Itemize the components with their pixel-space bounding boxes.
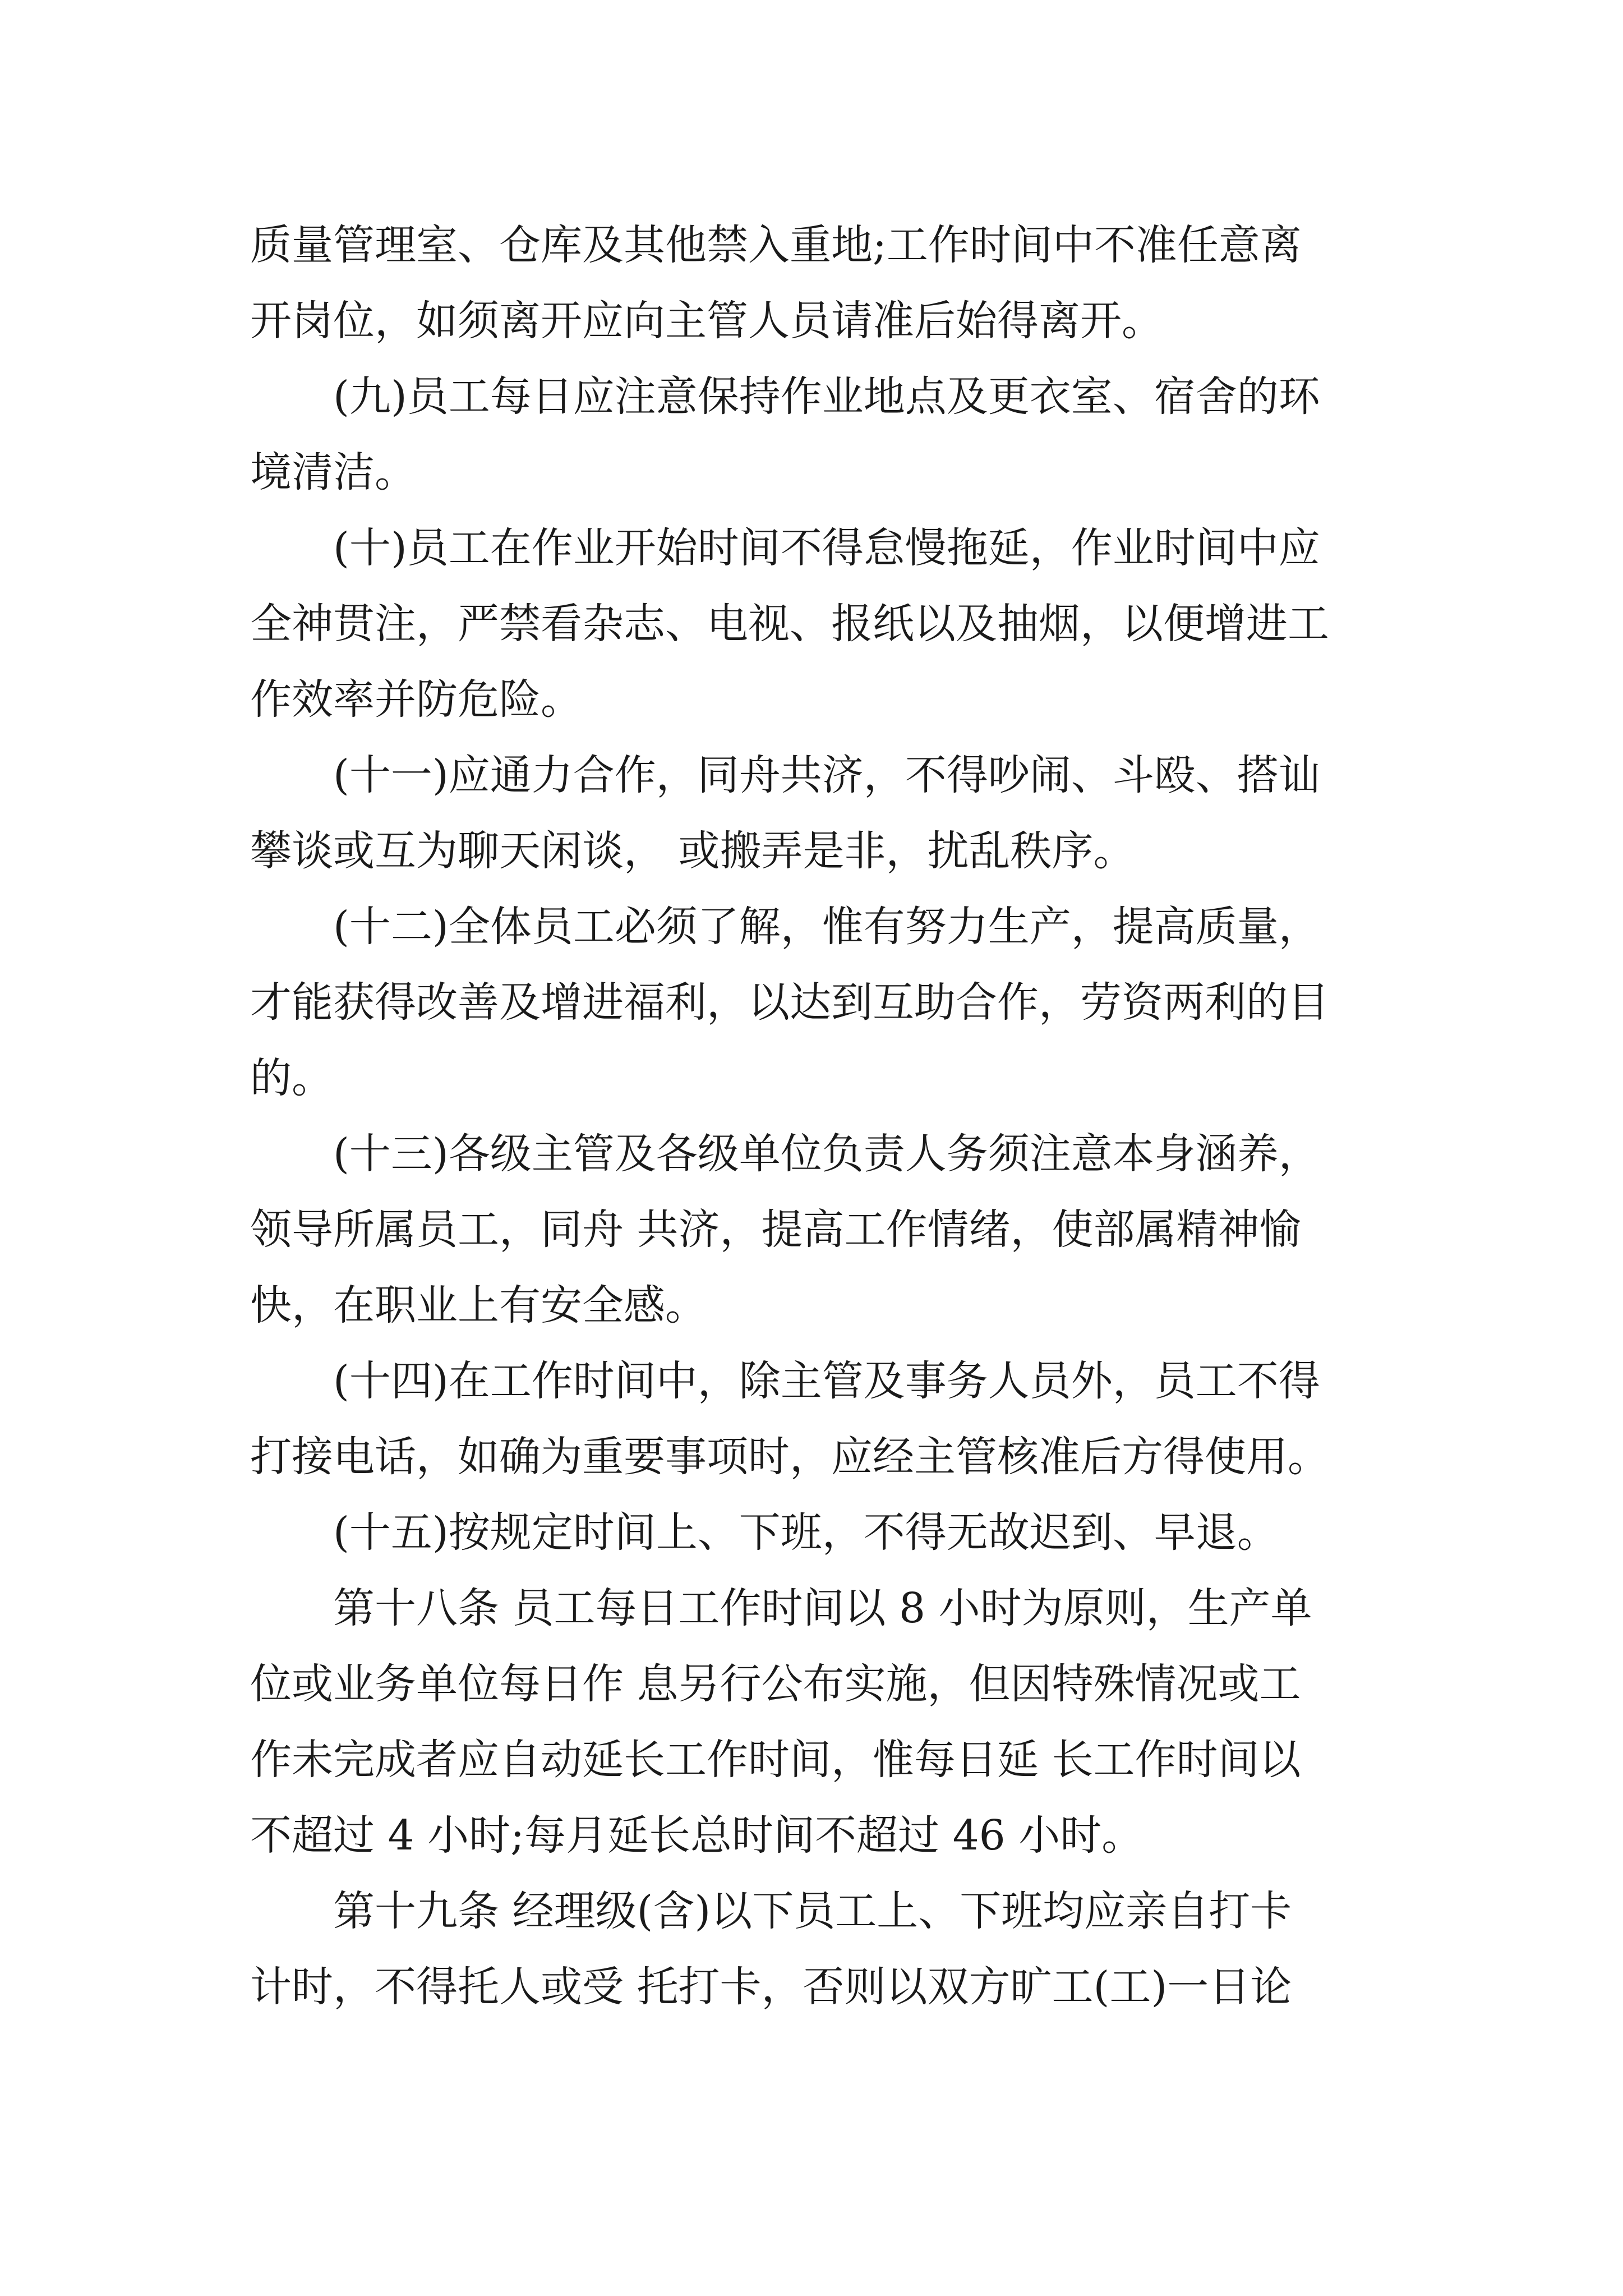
text-line: 打接电话，如确为重要事项时，应经主管核准后方得使用。 [250, 1433, 1329, 1481]
text-line: 境清洁。 [250, 448, 416, 496]
text-line: 作效率并防危险。 [250, 675, 582, 724]
text-line: (十三)各级主管及各级单位负责人务须注意本身涵养， [333, 1130, 1320, 1178]
text-line: 全神贯注，严禁看杂志、电视、报纸以及抽烟，以便增进工 [250, 600, 1329, 648]
text-line: 第十九条 经理级(含)以下员工上、下班均应亲自打卡 [333, 1887, 1292, 1935]
text-line: (十二)全体员工必须了解，惟有努力生产，提高质量， [333, 903, 1320, 951]
text-line: 第十八条 员工每日工作时间以 8 小时为原则，生产单 [333, 1584, 1312, 1632]
text-line: (十四)在工作时间中，除主管及事务人员外，员工不得 [333, 1357, 1320, 1405]
text-line: 作未完成者应自动延长工作时间，惟每日延 长工作时间以 [250, 1736, 1301, 1784]
text-line: (十五)按规定时间上、下班，不得无故迟到、早退。 [333, 1508, 1279, 1557]
text-line: 不超过 4 小时;每月延长总时间不超过 46 小时。 [250, 1811, 1144, 1860]
text-line: 质量管理室、仓库及其他禁入重地;工作时间中不准任意离 [250, 221, 1302, 269]
text-line: 才能获得改善及增进福利，以达到互助合作，劳资两利的目 [250, 978, 1329, 1027]
text-line: 的。 [250, 1054, 333, 1102]
text-line: (十)员工在作业开始时间不得怠慢拖延，作业时间中应 [333, 524, 1320, 572]
text-line: 计时，不得托人或受 托打卡，否则以双方旷工(工)一日论 [250, 1963, 1292, 2011]
document-body [250, 208, 1383, 2025]
text-line: 位或业务单位每日作 息另行公布实施，但因特殊情况或工 [250, 1660, 1301, 1708]
text-line: 快，在职业上有安全感。 [250, 1281, 707, 1329]
text-line: 开岗位，如须离开应向主管人员请准后始得离开。 [250, 297, 1163, 345]
text-line: (十一)应通力合作，同舟共济，不得吵闹、斗殴、搭讪 [333, 751, 1320, 799]
text-line: (九)员工每日应注意保持作业地点及更衣室、宿舍的环 [333, 372, 1320, 421]
text-line: 领导所属员工，同舟 共济，提高工作情绪，使部属精神愉 [250, 1205, 1301, 1254]
text-line: 攀谈或互为聊天闲谈， 或搬弄是非，扰乱秩序。 [250, 827, 1135, 875]
